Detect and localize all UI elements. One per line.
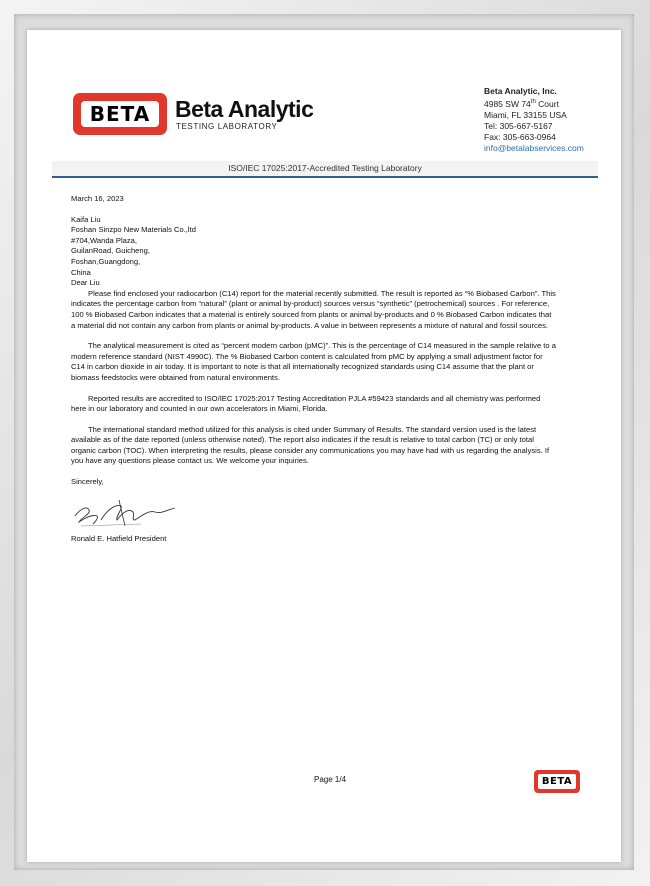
paragraph: Reported results are accredited to ISO/IEC 17025:2017 Testing Accreditation PJLA #59423 standards and all chemistry was performed here in our laboratory and counted in our own accelerators in Miami, Florida. [71,393,541,414]
page-number: Page 1/4 [314,775,347,784]
letter-date: March 16, 2023 [71,194,124,203]
letter-body [71,194,557,545]
company-name: Beta Analytic, Inc. [484,86,557,96]
accreditation-bar: ISO/IEC 17025:2017-Accredited Testing Laboratory [52,161,598,178]
salutation: Dear Liu [71,278,100,288]
paragraph: Please find enclosed your radiocarbon (C14) report for the material recently submitted. The result is reported as “% Biobased Carbon”. This indicates the percentage carbon from “natural” (plant or animal by-product) sources versus “synthetic” (petrochemical) sources . For reference, 100 % Biobased Carbon indicates that a material is entirely sourced from plants or animal by-products and 0 % Biobased Carbon indicates that a material did not contain any carbon from plants or animal by-products. A value in between represents a mixture of natural and fossil sources. [71,288,556,330]
paragraph: The international standard method utilized for this analysis is cited under Summary of Results. The standard version used is the latest available as of the date reported (unless otherwise noted). The report also indicates if the result is relative to total carbon (TC) or only total organic carbon (TOC). When interpreting the results, please consider any communications you may have had with us regarding the analysis. If you have any questions please contact us. We welcome your inquiries. [71,424,550,466]
signer-name: Ronald E. Hatfield President [71,534,167,544]
brand-name: Beta Analytic [175,96,314,122]
street-address: 4985 SW 74th Court [484,98,559,109]
beta-logo-footer [534,770,580,793]
beta-logo-footer-text: BETA [541,776,573,787]
fax: Fax: 305-663-0964 [484,131,556,142]
recipient-line: #704,Wanda Plaza, [71,235,137,245]
paragraph: The analytical measurement is cited as “percent modern carbon (pMC)”. This is the percentage of C14 measured in the sample relative to a modern reference standard (NIST 4990C). The % Biobased Carbon content is calculated from pMC by applying a small adjustment factor for C14 in carbon dioxide in air today. It is important to note is that all internationally recognized standards using C14 assume that the plant or biomass feedstocks were obtained from natural environments. [71,341,556,382]
beta-logo [73,93,167,135]
beta-logo-text: BETA [89,102,151,126]
recipient-line: China [71,267,91,277]
company-address-block [484,86,584,154]
brand-subtitle: TESTING LABORATORY [176,122,278,131]
closing: Sincerely, [71,477,104,487]
email-link[interactable]: info@betalabservices.com [484,142,584,153]
city-line: Miami, FL 33155 USA [484,109,567,120]
recipient-line: Foshan Sinzpo New Materials Co.,ltd [71,225,196,235]
recipient-line: Kaifa Liu [71,214,101,224]
recipient-line: Foshan,Guangdong, [71,256,141,266]
letter-page [27,30,621,862]
recipient-line: GuilanRoad, Guicheng, [71,246,150,256]
handwritten-signature [71,496,181,530]
telephone: Tel: 305-667-5167 [484,120,553,131]
